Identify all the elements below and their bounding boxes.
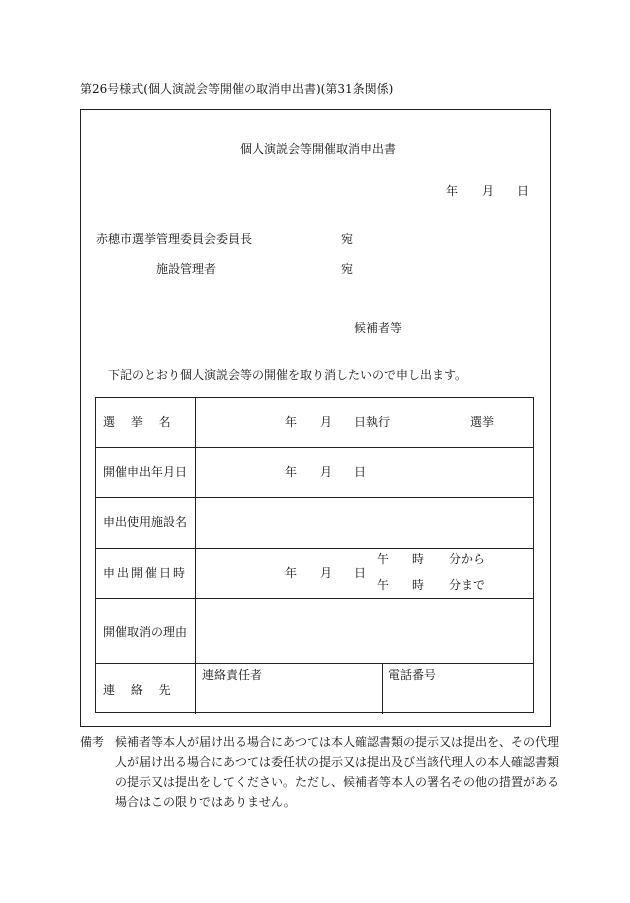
document-title: 個人演説会等開催取消申出書: [240, 142, 397, 156]
statement: 下記のとおり個人演説会等の開催を取り消したいので申し出ます。: [108, 368, 468, 382]
start-minute: 分から: [449, 552, 486, 566]
date-month: 月: [482, 184, 495, 198]
row-divider: [96, 663, 533, 664]
contact-column-divider: [382, 663, 383, 714]
notes-text: 候補者等本人が届け出る場合にあつては本人確認書類の提示又は提出を、その代理人が届け出る場合にあつては委任状の提示又は提出及び当該代理人の本人確認書類の提示又は提出をしてください。ただし、候補者等本人の署名その他の措置がある場合はこの限りではありません。: [115, 735, 560, 809]
election-execution-day: 日執行: [354, 415, 391, 429]
contact-person-label: 連絡責任者: [202, 668, 263, 682]
end-minute: 分まで: [449, 578, 486, 592]
end-hour: 時: [412, 578, 425, 592]
cancel-reason-label: 開催取消の理由: [103, 625, 188, 639]
phone-number-label: 電話番号: [388, 668, 437, 682]
facility-name-label: 申出使用施設名: [103, 515, 188, 529]
addressee-committee: 赤穂市選挙管理委員会委員長: [96, 232, 253, 246]
label-column-divider: [195, 398, 196, 714]
date-year: 年: [446, 184, 459, 198]
meeting-datetime-label: 申出開催日時: [103, 566, 188, 580]
applicant-label: 候補者等: [354, 321, 403, 335]
date-day: 日: [517, 184, 530, 198]
meeting-year: 年: [285, 566, 298, 580]
election-suffix: 選挙: [470, 415, 495, 429]
election-year: 年: [285, 415, 298, 429]
election-name-label: 選 挙 名: [103, 415, 177, 429]
row-divider: [96, 447, 533, 448]
election-month: 月: [320, 415, 333, 429]
addressee-facility: 施設管理者: [156, 262, 217, 276]
row-divider: [96, 598, 533, 599]
contact-label: 連 絡 先: [103, 683, 177, 697]
row-divider: [96, 548, 533, 549]
meeting-day: 日: [354, 566, 367, 580]
row-divider: [96, 497, 533, 498]
start-ampm: 午: [377, 552, 390, 566]
application-date-label: 開催申出年月日: [103, 465, 188, 479]
start-hour: 時: [412, 552, 425, 566]
application-day: 日: [354, 465, 367, 479]
end-ampm: 午: [377, 578, 390, 592]
addressee-committee-suffix: 宛: [341, 232, 354, 246]
addressee-facility-suffix: 宛: [341, 262, 354, 276]
application-month: 月: [320, 465, 333, 479]
notes-label: 備考: [80, 735, 105, 749]
form-number: 第26号様式(個人演説会等開催の取消申出書)(第31条関係): [80, 82, 394, 96]
application-year: 年: [285, 465, 298, 479]
meeting-month: 月: [320, 566, 333, 580]
